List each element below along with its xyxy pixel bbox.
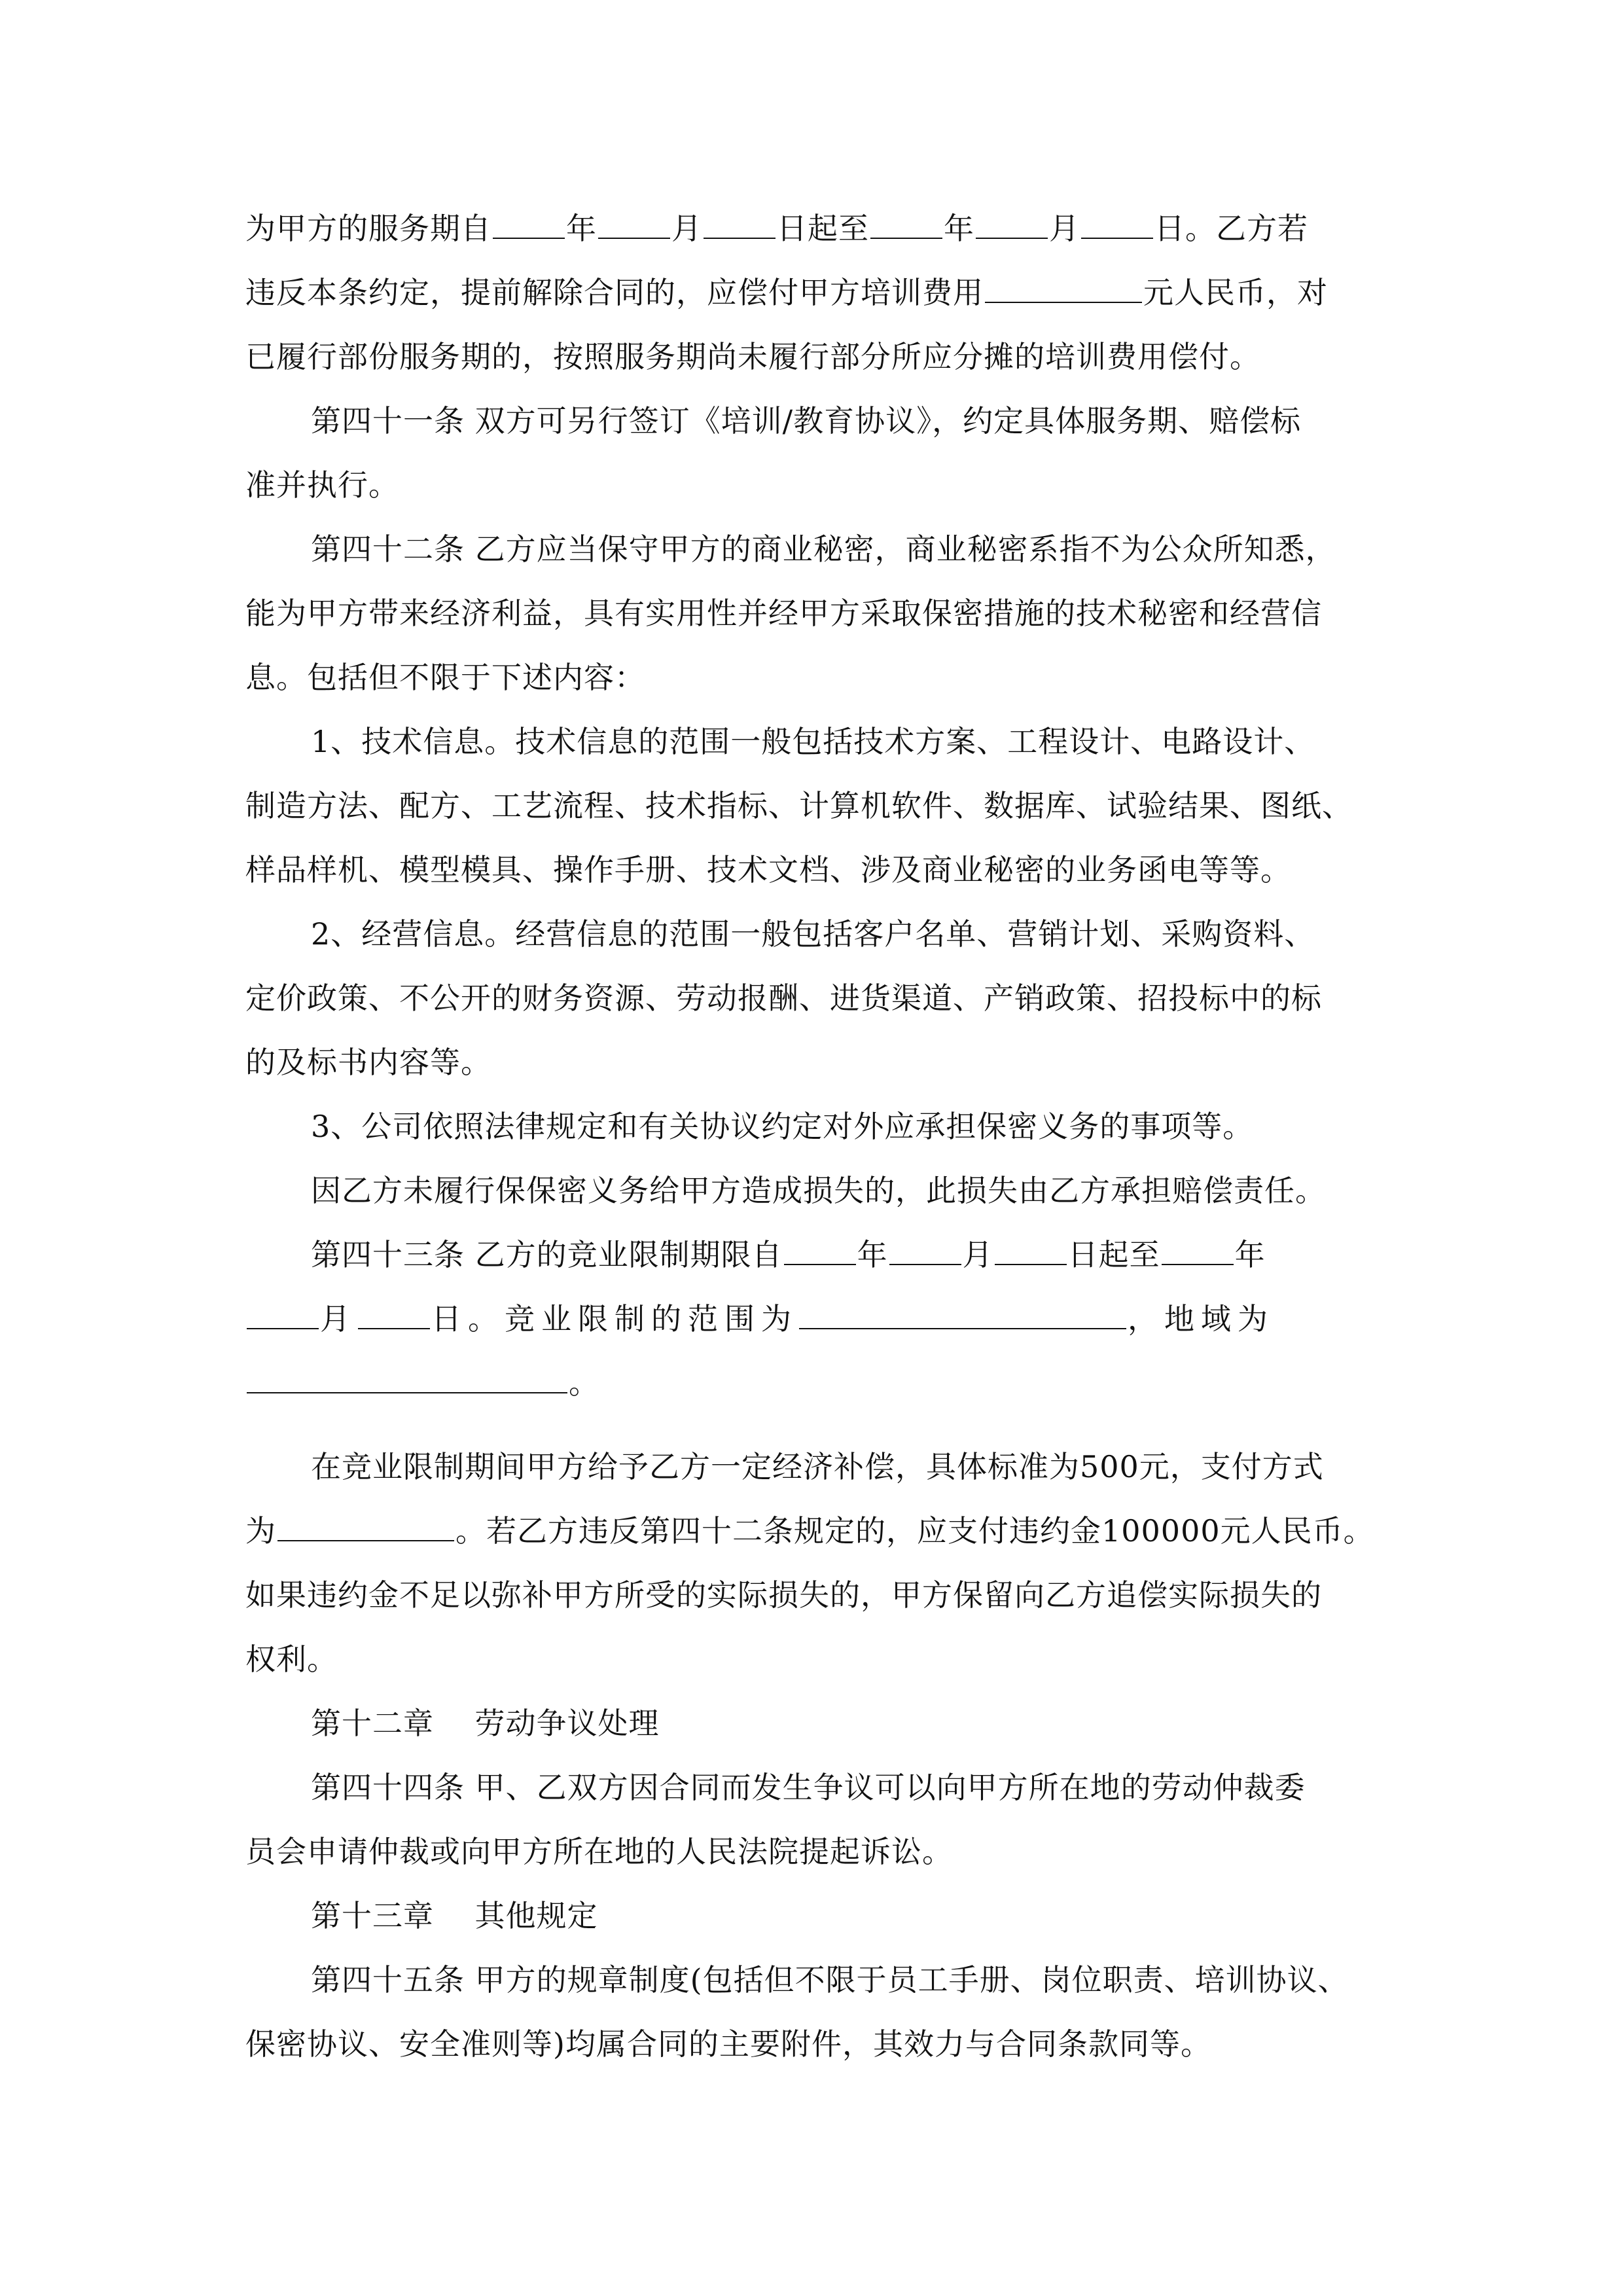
text-line: 定价政策、不公开的财务资源、劳动报酬、进货渠道、产销政策、招投标中的标 xyxy=(245,980,1322,1016)
text-line xyxy=(245,196,1378,260)
blank-noncompete-day-start xyxy=(995,1238,1067,1265)
blank-noncompete-region xyxy=(247,1366,567,1393)
chapter-13-heading: 第十三章 其他规定 xyxy=(311,1898,598,1933)
text-line: 如果违约金不足以弥补甲方所受的实际损失的，甲方保留向乙方追偿实际损失的 xyxy=(245,1577,1322,1613)
text-line: 在竞业限制期间甲方给予乙方一定经济补偿，具体标准为500元，支付方式 xyxy=(311,1449,1324,1484)
text-fragment: 为 xyxy=(245,1513,276,1549)
blank-year-start xyxy=(493,211,565,239)
blank-noncompete-year-end xyxy=(1162,1238,1234,1265)
text-fragment: 月 xyxy=(671,211,702,246)
text-line: 样品样机、模型模具、操作手册、技术文档、涉及商业秘密的业务函电等等。 xyxy=(245,852,1291,888)
text-line: 权利。 xyxy=(245,1641,338,1677)
text-fragment: 年 xyxy=(1234,1237,1266,1272)
chapter-12-heading: 第十二章 劳动争议处理 xyxy=(311,1706,660,1741)
text-fragment: 元人民币，对 xyxy=(1143,275,1328,310)
text-line: 制造方法、配方、工艺流程、技术指标、计算机软件、数据库、试验结果、图纸、 xyxy=(245,788,1353,823)
text-line xyxy=(245,1499,1378,1563)
text-fragment: ，地域为 xyxy=(1128,1301,1274,1336)
text-fragment: 月 xyxy=(1049,211,1080,246)
text-line: 员会申请仲裁或向甲方所在地的人民法院提起诉讼。 xyxy=(245,1834,953,1869)
text-fragment: 日起至 xyxy=(777,211,869,246)
text-fragment: 。 xyxy=(569,1365,599,1401)
text-line: 已履行部份服务期的，按照服务期尚未履行部分所应分摊的培训费用偿付。 xyxy=(245,339,1260,374)
list-item-technical-info: 1、技术信息。技术信息的范围一般包括技术方案、工程设计、电路设计、 xyxy=(311,724,1315,759)
text-line: 因乙方未履行保保密义务给甲方造成损失的，此损失由乙方承担赔偿责任。 xyxy=(311,1173,1326,1208)
text-fragment: 日。乙方若 xyxy=(1154,211,1308,246)
blank-noncompete-year-start xyxy=(784,1238,856,1265)
article-42: 第四十二条 乙方应当保守甲方的商业秘密，商业秘密系指不为公众所知悉， xyxy=(311,531,1336,567)
text-fragment: 。若乙方违反第四十二条规定的，应支付违约金100000元人民币。 xyxy=(455,1513,1374,1549)
blank-day-end xyxy=(1081,211,1153,239)
text-fragment: 日。竞业限制的范围为 xyxy=(431,1301,798,1336)
text-line: 准并执行。 xyxy=(245,467,399,503)
blank-noncompete-month-start xyxy=(889,1238,961,1265)
text-line: 能为甲方带来经济利益，具有实用性并经甲方采取保密措施的技术秘密和经营信 xyxy=(245,596,1322,631)
text-fragment: 为甲方的服务期自 xyxy=(245,211,491,246)
text-fragment: 年 xyxy=(566,211,597,246)
list-item-company-obligations: 3、公司依照法律规定和有关协议约定对外应承担保密义务的事项等。 xyxy=(311,1109,1254,1144)
text-line: 保密协议、安全准则等)均属合同的主要附件，其效力与合同条款同等。 xyxy=(245,2026,1211,2062)
blank-month-start xyxy=(598,211,670,239)
text-fragment: 年 xyxy=(944,211,974,246)
article-43 xyxy=(245,1223,1378,1287)
text-line: 的及标书内容等。 xyxy=(245,1045,491,1080)
text-fragment: 日起至 xyxy=(1067,1237,1160,1272)
paragraph-gap xyxy=(245,1415,1378,1435)
article-41: 第四十一条 双方可另行签订《培训/教育协议》，约定具体服务期、赔偿标 xyxy=(311,403,1302,439)
contract-text-body xyxy=(245,196,1378,2076)
blank-noncompete-month-end xyxy=(247,1302,319,1329)
text-line xyxy=(245,1287,1378,1351)
text-fragment: 年 xyxy=(857,1237,888,1272)
article-44: 第四十四条 甲、乙双方因合同而发生争议可以向甲方所在地的劳动仲裁委 xyxy=(311,1770,1306,1805)
blank-training-fee xyxy=(985,276,1142,303)
blank-month-end xyxy=(976,211,1048,239)
blank-day-start xyxy=(704,211,776,239)
text-line xyxy=(245,1351,1378,1415)
blank-year-end xyxy=(870,211,942,239)
text-fragment: 第四十三条 乙方的竞业限制期限自 xyxy=(311,1237,783,1272)
blank-noncompete-day-end xyxy=(358,1302,430,1329)
blank-payment-method xyxy=(277,1514,454,1541)
text-fragment: 月 xyxy=(320,1301,357,1336)
text-fragment: 违反本条约定，提前解除合同的，应偿付甲方培训费用 xyxy=(245,275,984,310)
list-item-business-info: 2、经营信息。经营信息的范围一般包括客户名单、营销计划、采购资料、 xyxy=(311,916,1315,952)
blank-noncompete-scope xyxy=(799,1302,1126,1329)
article-45: 第四十五条 甲方的规章制度(包括但不限于员工手册、岗位职责、培训协议、 xyxy=(311,1962,1349,1998)
text-fragment: 月 xyxy=(962,1237,993,1272)
text-line: 息。包括但不限于下述内容： xyxy=(245,660,645,695)
text-line xyxy=(245,260,1378,325)
